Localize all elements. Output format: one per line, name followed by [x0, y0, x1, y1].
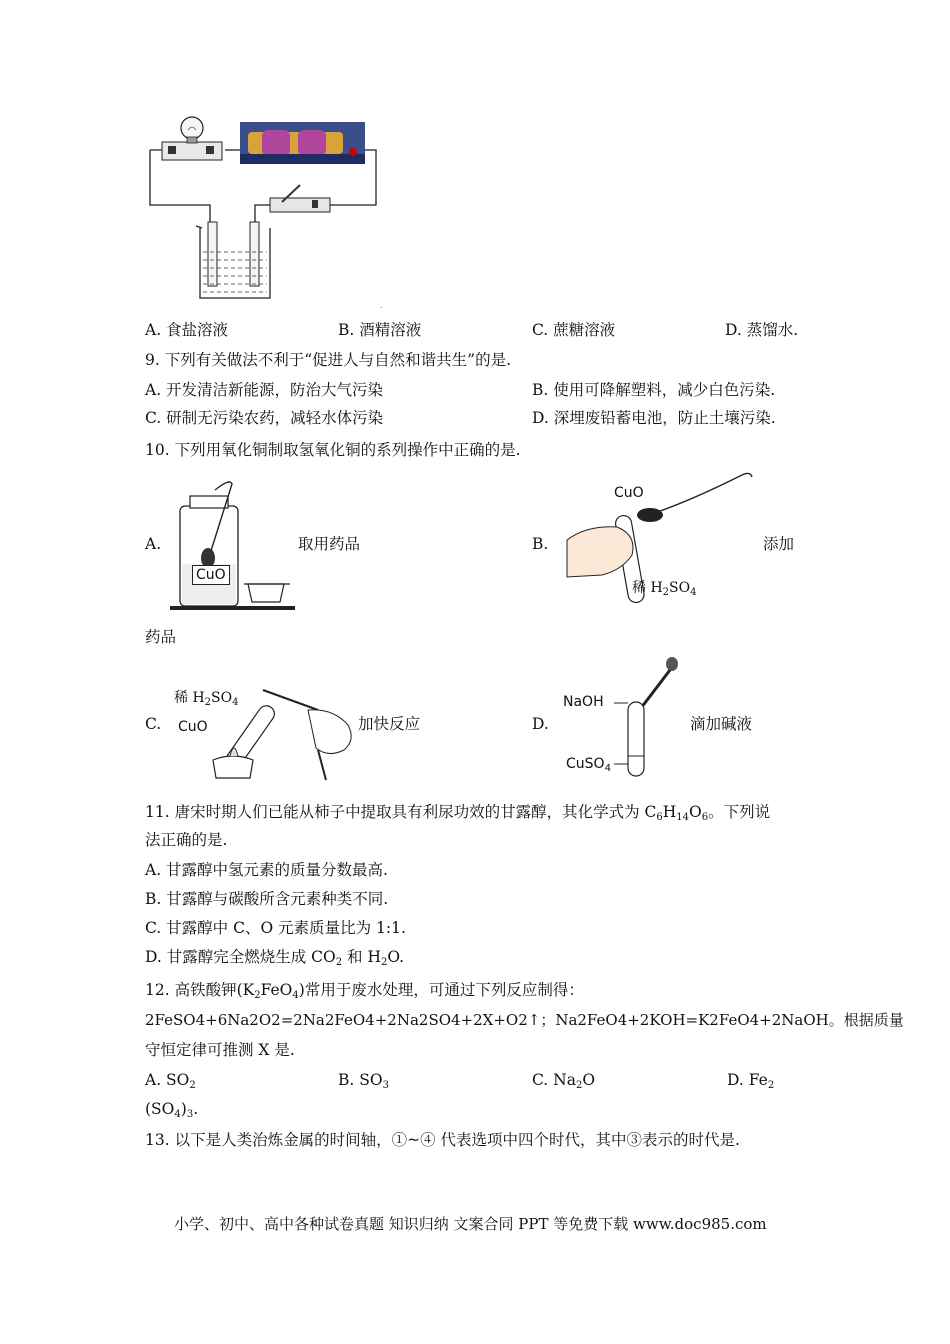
q12-equation-line: 2FeSO4+6Na2O2=2Na2FeO4+2Na2SO4+2X+O2↑；Na2FeO4+2KOH=K2FeO4+2NaOH。根据质量 — [145, 1011, 904, 1029]
q10-option-d-letter: D. — [532, 715, 549, 733]
q10-d-naoh-label: NaOH — [563, 694, 604, 710]
q8-option-b: B. 酒精溶液 — [338, 321, 422, 339]
q10-c-acid-label: 稀 $H_2SO_4$ — [174, 690, 239, 708]
page-footer: 小学、初中、高中各种试卷真题 知识归纳 文案合同 PPT 等免费下载 www.doc985.com — [174, 1215, 767, 1233]
q10-option-c-letter: C. — [145, 715, 162, 733]
q8-option-d: D. 蒸馏水. — [725, 321, 799, 339]
q10-a-cuo-label: CuO — [192, 565, 230, 585]
q11-stem-line2: 法正确的是. — [145, 831, 228, 849]
q9-option-b: B. 使用可降解塑料，减少白色污染. — [532, 381, 776, 399]
q13-stem: 13. 以下是人类治炼金属的时间轴，①~④ 代表选项中四个时代，其中③表示的时代是. — [145, 1131, 740, 1149]
q12-line3: 守恒定律可推测 X 是. — [145, 1041, 295, 1059]
q11-option-d: D. 甘露醇完全燃烧生成 $CO_2$ 和 $H_2O$. — [145, 948, 405, 968]
q12-option-d-cont: $(SO_4)_3$. — [145, 1100, 199, 1120]
reagent-bottle-figure — [170, 478, 305, 618]
q11-option-a: A. 甘露醇中氢元素的质量分数最高. — [145, 861, 388, 879]
q10-stem: 10. 下列用氧化铜制取氢氧化铜的系列操作中正确的是. — [145, 441, 521, 459]
q12-option-a: A. $SO_2$ — [145, 1071, 196, 1091]
q10-option-b-text: 添加 — [763, 535, 795, 553]
q10-option-d-text: 滴加碱液 — [690, 715, 753, 733]
svg-text:.: . — [380, 301, 383, 310]
q10-option-a-letter: A. — [145, 535, 162, 553]
q12-option-d: D. $Fe_2$ — [727, 1071, 775, 1091]
q11-option-c: C. 甘露醇中 C、O 元素质量比为 1:1. — [145, 919, 406, 937]
q9-option-c: C. 研制无污染农药，减轻水体污染 — [145, 409, 384, 427]
circuit-diagram — [140, 110, 390, 310]
dropper-test-tube-figure — [610, 656, 680, 786]
q9-option-d: D. 深埋废铅蓄电池，防止土壤污染. — [532, 409, 776, 427]
q11-stem: 11. 唐宋时期人们已能从柿子中提取具有利尿功效的甘露醇，其化学式为 $C_6H_{14}O_6$。下列说 — [145, 803, 771, 823]
q12-stem: 12. 高铁酸钾$(K_2FeO_4)$常用于废水处理，可通过下列反应制得： — [145, 981, 584, 1001]
q10-option-b-letter: B. — [532, 535, 549, 553]
q8-option-a: A. 食盐溶液 — [145, 321, 229, 339]
q10-b-acid-label: 稀 $H_2SO_4$ — [632, 580, 697, 598]
q12-option-c: C. $Na_2O$ — [532, 1071, 596, 1091]
q10-option-a-text: 取用药品 — [298, 535, 361, 553]
q12-option-b: B. $SO_3$ — [338, 1071, 389, 1091]
q9-option-a: A. 开发清洁新能源，防治大气污染 — [145, 381, 384, 399]
q9-stem: 9. 下列有关做法不利于“促进人与自然和谐共生”的是. — [145, 351, 511, 369]
q10-d-cuso4-label: CuSO$_4$ — [566, 756, 611, 774]
q10-c-cuo-label: CuO — [178, 719, 208, 735]
q10-b-cuo-label: CuO — [614, 485, 644, 501]
q8-option-c: C. 蔗糖溶液 — [532, 321, 616, 339]
q11-option-b: B. 甘露醇与碳酸所含元素种类不同. — [145, 890, 389, 908]
q10-option-c-text: 加快反应 — [358, 715, 421, 733]
q10-option-b-text-cont: 药品 — [145, 628, 177, 646]
